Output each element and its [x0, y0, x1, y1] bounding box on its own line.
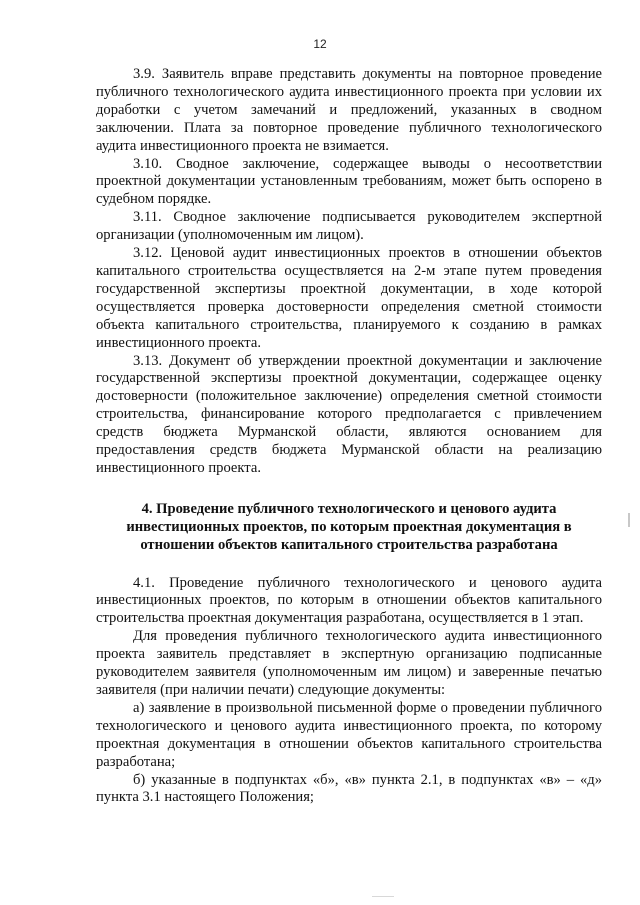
page-number: 12: [313, 37, 327, 51]
paragraph-3-13: 3.13. Документ об утверждении проектной документации и заключение государственной экспертизы проектной документации, содержащее оценку достоверности (положительное заключение) определения сметной стоимости строительства, финансирование которого предполагается с привлечением средств бюджета Мурманской области, являются основанием для предоставления средств бюджета Мурманской области на реализацию инвестиционного проекта.: [96, 352, 602, 476]
paragraph-3-11: 3.11. Сводное заключение подписывается руководителем экспертной организации (уполномоченным им лицом).: [96, 209, 602, 244]
scan-bottom-mark: [372, 896, 394, 897]
section-4-heading: 4. Проведение публичного технологического и ценового аудита инвестиционных проектов, по которым проектная документация в отношении объектов капитального строительства разработана: [126, 500, 572, 553]
document-body: [96, 66, 602, 807]
paragraph-3-12: 3.12. Ценовой аудит инвестиционных проектов в отношении объектов капитального строительства осуществляется на 2-м этапе путем проведения государственной экспертизы проектной документации, в ходе которой осуществляется проверка достоверности определения сметной стоимости объекта капитального строительства, планируемого к созданию в рамках инвестиционного проекта.: [96, 245, 602, 351]
paragraph-3-9: 3.9. Заявитель вправе представить документы на повторное проведение публичного технологического аудита инвестиционного проекта при условии их доработки с учетом замечаний и предложений, указанных в сводном заключении. Плата за повторное проведение публичного технологического аудита инвестиционного проекта не взимается.: [96, 66, 602, 154]
paragraph-4-1: 4.1. Проведение публичного технологического и ценового аудита инвестиционных проектов, по которым в отношении объектов капитального строительства проектная документация разработана, осуществляется в 1 этап.: [96, 574, 602, 627]
paragraph-3-10: 3.10. Сводное заключение, содержащее выводы о несоответствии проектной документации установленным требованиям, может быть оспорено в судебном порядке.: [96, 155, 602, 208]
list-item-a: а) заявление в произвольной письменной форме о проведении публичного технологического и ценового аудита инвестиционного проекта, по которому проектная документация в отношении объектов капитального строительства разработана;: [96, 699, 602, 770]
scan-edge-mark: [628, 513, 630, 527]
list-item-b: б) указанные в подпунктах «б», «в» пункта 2.1, в подпунктах «в» – «д» пункта 3.1 настоящего Положения;: [96, 771, 602, 806]
paragraph-documents-intro: Для проведения публичного технологического аудита инвестиционного проекта заявитель представляет в экспертную организацию подписанные руководителем заявителя (уполномоченным им лицом) и заверенные печатью заявителя (при наличии печати) следующие документы:: [96, 628, 602, 698]
